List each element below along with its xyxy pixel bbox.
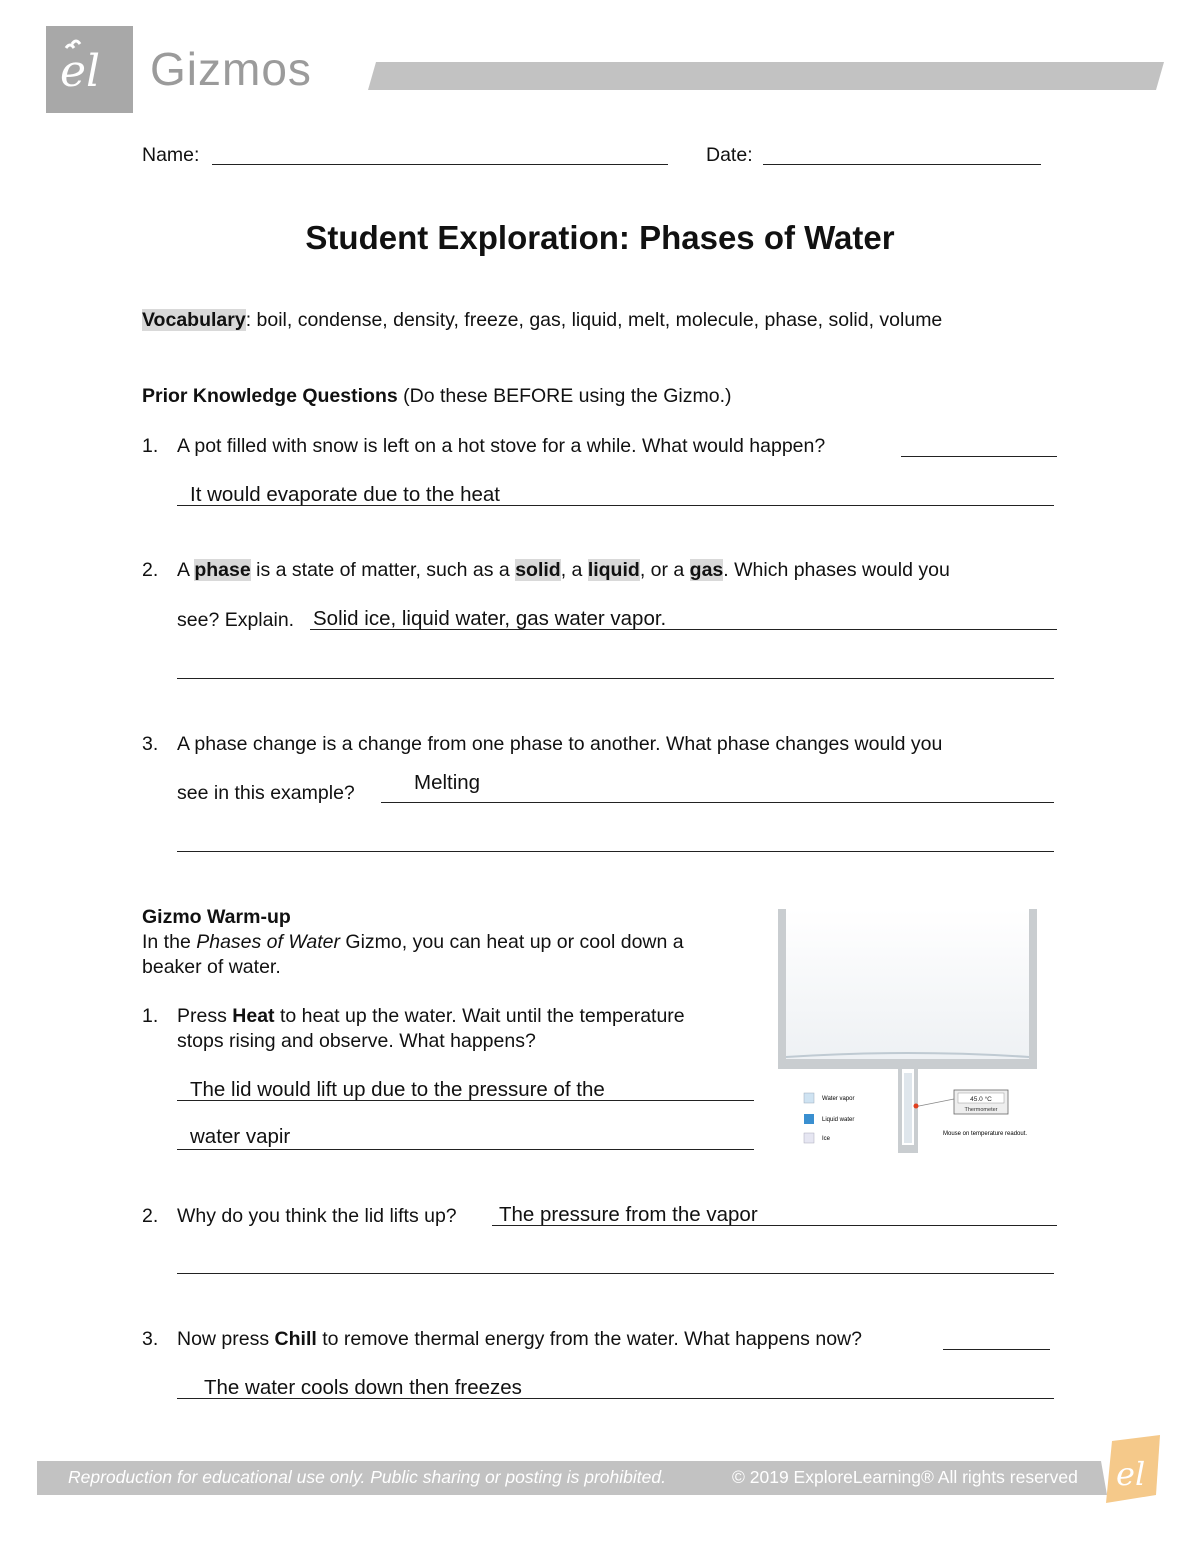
prior-heading-note: (Do these BEFORE using the Gizmo.) bbox=[397, 385, 732, 407]
svg-text:el: el bbox=[60, 46, 101, 97]
warmup-q1-line2: stops rising and observe. What happens? bbox=[177, 1030, 536, 1052]
phases-of-water-gizmo-image bbox=[778, 909, 1037, 1153]
prior-q2-answer-line bbox=[310, 629, 1057, 630]
warmup-q1-text bbox=[177, 1004, 685, 1028]
prior-q3-answer[interactable]: Melting bbox=[414, 771, 481, 794]
warmup-q3-answer-line bbox=[177, 1398, 1054, 1399]
prior-q2-extra-line[interactable] bbox=[177, 678, 1054, 679]
warmup-q3-part: to remove thermal energy from the water. What happens now? bbox=[316, 1328, 862, 1350]
term-solid: solid bbox=[515, 559, 561, 581]
warmup-q3-number: 3. bbox=[142, 1328, 159, 1350]
warmup-intro bbox=[142, 930, 684, 954]
warmup-q1-part: Press bbox=[177, 1005, 233, 1027]
term-liquid: liquid bbox=[587, 559, 640, 581]
vocabulary-list: : boil, condense, density, freeze, gas, liquid, melt, molecule, phase, solid, volume bbox=[245, 309, 943, 331]
warmup-q1-answer1[interactable]: The lid would lift up due to the pressure of the bbox=[190, 1078, 605, 1101]
prior-q3-answer-line bbox=[381, 802, 1054, 803]
prior-q1-blank[interactable] bbox=[901, 456, 1057, 457]
prior-q3-number: 3. bbox=[142, 733, 159, 755]
vocabulary-label: Vocabulary bbox=[142, 309, 246, 331]
prior-q2-answer[interactable]: Solid ice, liquid water, gas water vapor. bbox=[313, 607, 667, 630]
legend-liquid-water: Liquid water bbox=[822, 1117, 855, 1123]
prior-q1-number: 1. bbox=[142, 435, 159, 457]
warmup-heading: Gizmo Warm-up bbox=[142, 906, 291, 928]
heat-term: Heat bbox=[232, 1005, 275, 1027]
legend-water-vapor: Water vapor bbox=[822, 1096, 855, 1102]
temperature-readout: 45.0 °C bbox=[970, 1096, 992, 1103]
warmup-q1-part: to heat up the water. Wait until the temperature bbox=[274, 1005, 685, 1027]
prior-q2-number: 2. bbox=[142, 559, 159, 581]
gizmo-name: Phases of Water bbox=[196, 931, 341, 953]
chill-term: Chill bbox=[274, 1328, 317, 1350]
warmup-q2-answer[interactable]: The pressure from the vapor bbox=[499, 1203, 758, 1226]
legend-ice: Ice bbox=[822, 1136, 831, 1142]
page-title: Student Exploration: Phases of Water bbox=[305, 219, 895, 256]
name-label: Name: bbox=[142, 144, 200, 166]
prior-q3-line1: A phase change is a change from one phase to another. What phase changes would you bbox=[177, 733, 943, 755]
prior-q2-line2: see? Explain. bbox=[177, 609, 295, 631]
warmup-q1-line-a bbox=[177, 1100, 754, 1101]
q2-text-part: . Which phases would you bbox=[723, 559, 950, 581]
warmup-q3-blank[interactable] bbox=[943, 1349, 1050, 1350]
prior-q2-text bbox=[177, 558, 950, 582]
prior-knowledge-heading bbox=[142, 384, 732, 408]
warmup-intro-part: Gizmo, you can heat up or cool down a bbox=[340, 931, 684, 953]
vocabulary-line bbox=[142, 308, 942, 332]
date-label: Date: bbox=[706, 144, 753, 166]
warmup-q2-text: Why do you think the lid lifts up? bbox=[177, 1205, 457, 1227]
warmup-q1-line-b bbox=[177, 1149, 754, 1150]
warmup-q3-text bbox=[177, 1327, 862, 1351]
warmup-q3-answer[interactable]: The water cools down then freezes bbox=[204, 1376, 522, 1399]
header-bar bbox=[368, 62, 1164, 90]
svg-text:el: el bbox=[1116, 1455, 1146, 1493]
date-field[interactable] bbox=[763, 164, 1041, 165]
q2-text-part: , a bbox=[560, 559, 588, 581]
prior-q1-answer[interactable]: It would evaporate due to the heat bbox=[190, 483, 501, 506]
warmup-q2-extra-line[interactable] bbox=[177, 1273, 1054, 1274]
brand-title: Gizmos bbox=[150, 43, 312, 95]
prior-q1-text: A pot filled with snow is left on a hot stove for a while. What would happen? bbox=[177, 435, 826, 457]
warmup-intro-part: In the bbox=[142, 931, 197, 953]
warmup-q1-answer2[interactable]: water vapir bbox=[190, 1125, 291, 1148]
corner-logo-icon bbox=[1102, 1433, 1164, 1505]
term-phase: phase bbox=[194, 559, 251, 581]
prior-q3-line2: see in this example? bbox=[177, 782, 355, 804]
warmup-q3-part: Now press bbox=[177, 1328, 275, 1350]
footer-copyright: © 2019 ExploreLearning® All rights reserved bbox=[732, 1467, 1078, 1487]
name-field[interactable] bbox=[212, 164, 668, 165]
q2-text-part: A bbox=[177, 559, 195, 581]
warmup-q1-number: 1. bbox=[142, 1005, 159, 1027]
warmup-q2-answer-line bbox=[492, 1225, 1057, 1226]
readout-note: Mouse on temperature readout. bbox=[943, 1131, 1028, 1137]
prior-q1-answer-line bbox=[177, 505, 1054, 506]
q2-text-part: , or a bbox=[639, 559, 690, 581]
explorelearning-logo bbox=[46, 26, 133, 113]
prior-heading-text: Prior Knowledge Questions bbox=[142, 385, 398, 407]
readout-label: Thermometer bbox=[964, 1107, 998, 1113]
q2-text-part: is a state of matter, such as a bbox=[250, 559, 516, 581]
prior-q3-extra-line[interactable] bbox=[177, 851, 1054, 852]
warmup-intro-line2: beaker of water. bbox=[142, 956, 281, 978]
footer-disclaimer: Reproduction for educational use only. Public sharing or posting is prohibited. bbox=[68, 1467, 666, 1487]
warmup-q2-number: 2. bbox=[142, 1205, 159, 1227]
term-gas: gas bbox=[689, 559, 724, 581]
